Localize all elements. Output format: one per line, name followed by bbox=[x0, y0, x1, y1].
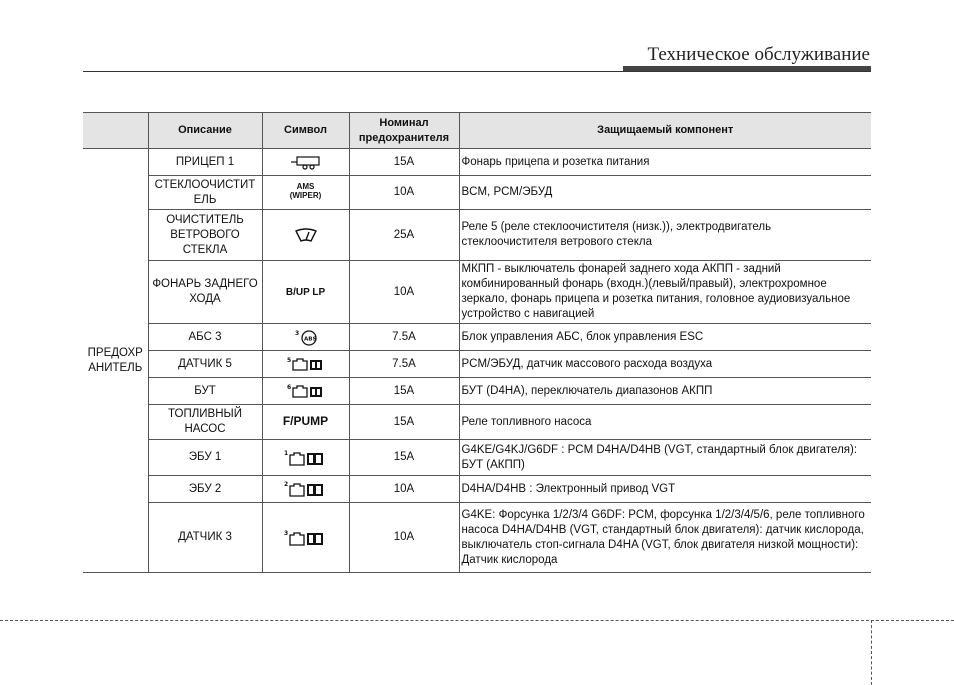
engine-sensor-5-icon bbox=[287, 356, 325, 372]
fuse-name: АБС 3 bbox=[148, 324, 262, 351]
fuse-symbol bbox=[262, 149, 349, 176]
fuse-component: Блок управления АБС, блок управления ESC bbox=[459, 324, 871, 351]
table-row bbox=[83, 210, 871, 261]
table-row bbox=[83, 261, 871, 324]
svg-text:ABS: ABS bbox=[303, 336, 316, 343]
fuse-name: ФОНАРЬ ЗАДНЕГО ХОДА bbox=[148, 261, 262, 324]
table-row bbox=[83, 324, 871, 351]
fuse-name: СТЕКЛООЧИСТИТ ЕЛЬ bbox=[148, 176, 262, 210]
table-row bbox=[83, 503, 871, 573]
fuse-component: Реле 5 (реле стеклоочистителя (низк.)), электродвигатель стеклоочистителя ветрового стекла bbox=[459, 210, 871, 261]
fuse-rating: 7.5A bbox=[349, 351, 459, 378]
column-header-symbol: Символ bbox=[262, 113, 349, 149]
column-header-component: Защищаемый компонент bbox=[459, 113, 871, 149]
trailer-icon bbox=[289, 154, 323, 170]
engine-ecu-2-icon bbox=[284, 480, 328, 498]
svg-text:2: 2 bbox=[283, 481, 288, 488]
table-row bbox=[83, 149, 871, 176]
fuse-name: ЭБУ 1 bbox=[148, 440, 262, 476]
fuse-name: ЭБУ 2 bbox=[148, 476, 262, 503]
fuse-symbol bbox=[262, 476, 349, 503]
table-header-row bbox=[83, 113, 871, 149]
footer-dashed-divider bbox=[871, 620, 872, 685]
windshield-wiper-icon bbox=[294, 227, 318, 243]
fuse-rating: 15A bbox=[349, 149, 459, 176]
fuse-symbol-text: B/UP LP bbox=[285, 286, 326, 298]
table-row bbox=[83, 378, 871, 405]
fuse-symbol bbox=[262, 351, 349, 378]
column-header-rating: Номинал предохранителя bbox=[349, 113, 459, 149]
table-row bbox=[83, 476, 871, 503]
engine-sensor-3-icon bbox=[284, 529, 328, 547]
footer-dashed-line bbox=[0, 620, 954, 621]
fuse-name: ДАТЧИК 5 bbox=[148, 351, 262, 378]
fuse-component: МКПП - выключатель фонарей заднего хода АКПП - задний комбинированный фонарь (входн.)(левый/правый), электрохромное зеркало, фонарь прицепа и розетка питания, головное аудиовизуальное устройство с навигацией bbox=[459, 261, 871, 324]
fuse-component: BCM, PCM/ЭБУД bbox=[459, 176, 871, 210]
fuse-component: БУТ (D4HA), переключатель диапазонов АКПП bbox=[459, 378, 871, 405]
column-header-description: Описание bbox=[148, 113, 262, 149]
fuse-component: G4KE: Форсунка 1/2/3/4 G6DF: PCM, форсунка 1/2/3/4/5/6, реле топливного насоса D4HA/D4HB (VGT, стандартный блок двигателя): датчик кислорода, выключатель стоп-сигнала D4HA (VGT, блок двигателя низкой мощности): Датчик кислорода bbox=[459, 503, 871, 573]
fuse-symbol bbox=[262, 405, 349, 440]
fuse-rating: 15A bbox=[349, 440, 459, 476]
table-row bbox=[83, 405, 871, 440]
fuse-component: PCM/ЭБУД, датчик массового расхода воздуха bbox=[459, 351, 871, 378]
fuse-symbol bbox=[262, 503, 349, 573]
svg-text:6: 6 bbox=[286, 383, 291, 391]
table-row bbox=[83, 351, 871, 378]
fuse-component: Реле топливного насоса bbox=[459, 405, 871, 440]
table-row bbox=[83, 440, 871, 476]
page-title: Техническое обслуживание bbox=[647, 44, 870, 65]
fuse-rating: 25A bbox=[349, 210, 459, 261]
fuse-name: ТОПЛИВНЫЙ НАСОС bbox=[148, 405, 262, 440]
fuse-rating: 10A bbox=[349, 503, 459, 573]
fuse-symbol bbox=[262, 176, 349, 210]
fuse-symbol-text: AMS (WIPER) bbox=[289, 182, 322, 200]
fuse-symbol bbox=[262, 440, 349, 476]
svg-text:5: 5 bbox=[286, 356, 291, 364]
fuse-symbol bbox=[262, 210, 349, 261]
fuse-rating: 15A bbox=[349, 378, 459, 405]
fuse-rating: 10A bbox=[349, 476, 459, 503]
svg-text:3: 3 bbox=[294, 330, 299, 337]
fuse-symbol bbox=[262, 378, 349, 405]
fuse-rating: 10A bbox=[349, 176, 459, 210]
fuse-name: ДАТЧИК 3 bbox=[148, 503, 262, 573]
fuse-component: Фонарь прицепа и розетка питания bbox=[459, 149, 871, 176]
fuse-name: ОЧИСТИТЕЛЬ ВЕТРОВОГО СТЕКЛА bbox=[148, 210, 262, 261]
fuse-rating: 15A bbox=[349, 405, 459, 440]
group-label: ПРЕДОХР АНИТЕЛЬ bbox=[83, 149, 148, 573]
fuse-component: D4HA/D4HB : Электронный привод VGT bbox=[459, 476, 871, 503]
engine-ecu-1-icon bbox=[284, 449, 328, 467]
svg-text:1: 1 bbox=[283, 449, 288, 457]
engine-tcu-icon bbox=[287, 383, 325, 399]
table-row bbox=[83, 176, 871, 210]
fuse-name: ПРИЦЕП 1 bbox=[148, 149, 262, 176]
fuse-name: БУТ bbox=[148, 378, 262, 405]
header-rule bbox=[83, 71, 871, 72]
fuse-symbol bbox=[262, 261, 349, 324]
fuse-rating: 7.5A bbox=[349, 324, 459, 351]
column-header-group bbox=[83, 113, 148, 149]
fuse-rating: 10A bbox=[349, 261, 459, 324]
abs-3-icon bbox=[293, 328, 319, 346]
fuse-table bbox=[83, 112, 871, 573]
fuse-symbol bbox=[262, 324, 349, 351]
fuse-component: G4KE/G4KJ/G6DF : PCM D4HA/D4HB (VGT, стандартный блок двигателя): БУТ (АКПП) bbox=[459, 440, 871, 476]
svg-text:3: 3 bbox=[283, 529, 288, 537]
fuse-symbol-text: F/PUMP bbox=[282, 414, 329, 428]
